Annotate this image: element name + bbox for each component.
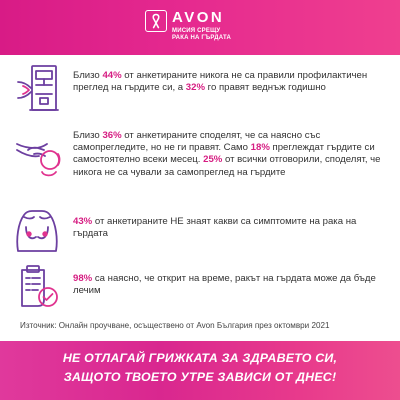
stat-text-segment: Близо bbox=[73, 70, 103, 81]
stat-text-segment: Близо bbox=[73, 130, 103, 141]
stat-text-segment: го правят веднъж годишно bbox=[205, 82, 326, 94]
stat-row-2 bbox=[0, 126, 400, 206]
stat-row-3 bbox=[0, 206, 400, 256]
pink-ribbon-icon bbox=[145, 10, 167, 32]
stat-text-segment: преглеждат гърдите си самостоятелно всеки месец. bbox=[73, 142, 375, 166]
footer-slogan-line-2: ЗАЩОТО ТВОЕТО УТРЕ ЗАВИСИ ОТ ДНЕС! bbox=[63, 370, 337, 384]
stat-row-1 bbox=[0, 62, 400, 117]
stat-text-segment: от всички отговорили, споделят, че никога не са чували за самопреглед на гърдите bbox=[73, 154, 381, 178]
torso-icon bbox=[14, 209, 60, 258]
stat-text-segment: от анкетираните никога не са правили профилактичен преглед на гърдите си, а bbox=[73, 70, 368, 94]
stat-percentage: 32% bbox=[185, 82, 205, 94]
stat-percentage: 43% bbox=[73, 216, 93, 227]
tagline-line-2: РАКА НА ГЪРДАТА bbox=[172, 35, 231, 41]
footer-banner bbox=[0, 341, 400, 400]
stat-row-4 bbox=[0, 262, 400, 312]
stat-percentage: 44% bbox=[102, 70, 122, 81]
source-note: Източник: Онлайн проучване, осъществено от Avon България през октомври 2021 bbox=[20, 321, 330, 330]
brand-name: AVON bbox=[172, 9, 225, 26]
stat-text-segment: са наясно, че открит на време, ракът на гърдата може да бъде лечим bbox=[73, 273, 376, 297]
tagline-line-1: МИСИЯ СРЕЩУ bbox=[172, 28, 221, 34]
stat-percentage: 36% bbox=[102, 130, 122, 141]
stat-text-4 bbox=[73, 273, 391, 297]
checklist-clipboard-icon bbox=[18, 264, 60, 315]
stat-text-2 bbox=[73, 130, 391, 179]
stat-text-3 bbox=[73, 216, 391, 240]
stat-percentage: 25% bbox=[203, 154, 223, 166]
stat-percentage: 98% bbox=[73, 273, 93, 284]
stat-text-1 bbox=[73, 70, 391, 94]
footer-slogan-line-1: НЕ ОТЛАГАЙ ГРИЖКАТА ЗА ЗДРАВЕТО СИ, bbox=[62, 351, 338, 365]
avon-logo bbox=[145, 8, 260, 48]
self-exam-hand-icon bbox=[14, 130, 64, 185]
stat-text-segment: от анкетираните НЕ знаят какви са симптомите на рака на гърдата bbox=[73, 216, 357, 240]
mammography-machine-icon bbox=[14, 64, 60, 119]
header-banner bbox=[0, 0, 400, 55]
stat-percentage: 18% bbox=[250, 142, 270, 154]
stat-text-segment: от анкетираните споделят, че са наясно със самопрегледите, но не ги правят. Само bbox=[73, 130, 321, 154]
